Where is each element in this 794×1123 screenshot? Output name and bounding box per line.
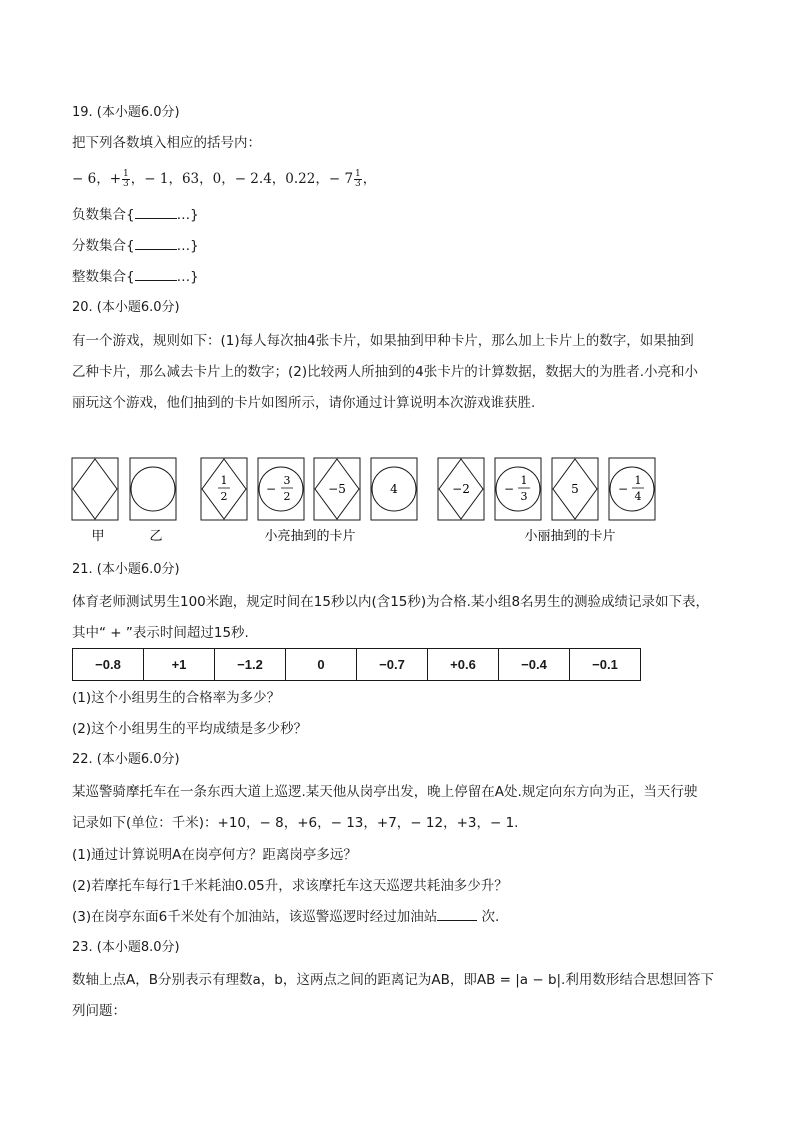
label-jia: 甲 [91,529,105,544]
table-row [73,649,641,681]
q20-heading: 20. (本小题6.0分) [72,300,180,315]
q19-numbers-part1: − 6，+ [72,171,122,187]
q22-sub-1: (1)通过计算说明A在岗亭何方？距离岗亭多远？ [72,847,357,863]
fraction-numerator: 1 [520,474,528,487]
fraction-denominator: 2 [220,490,228,503]
table-cell: −0.1 [570,649,641,681]
table-cell: −1.2 [215,649,286,681]
li-card-3 [552,458,598,520]
table-cell: −0.8 [73,649,144,681]
q19-number-list [72,166,376,192]
q19-numbers-part2: ，− 1，63，0，− 2.4，0.22，− 7 [130,171,354,187]
set-tail: …} [176,207,199,223]
caption-li: 小丽抽到的卡片 [524,529,616,544]
liang-card-4 [371,458,417,520]
table-cell: +0.6 [428,649,499,681]
card-value: −2 [452,482,470,496]
fraction-numerator: 1 [634,474,642,487]
liang-card-1 [201,458,247,520]
set-tail: …} [176,269,199,285]
card-jia [72,458,118,520]
q22-sub-3 [72,907,499,927]
q21-heading: 21. (本小题6.0分) [72,562,180,577]
table-cell: 0 [286,649,357,681]
set-label: 整数集合{ [72,269,135,285]
card-sign: − [503,482,515,496]
q23-text-line-2: 列问题： [72,1003,126,1019]
sub3-tail: 次. [477,909,500,925]
label-yi: 乙 [149,529,163,544]
q23-heading: 23. (本小题8.0分) [72,940,180,955]
q23-text-line-1: 数轴上点A，B分别表示有理数a，b，这两点之间的距离记为AB，即AB = |a − b|.利用数形结合思想回答下 [72,972,714,988]
set-label: 负数集合{ [72,207,135,223]
q19-negative-set [72,205,199,225]
caption-liang: 小亮抽到的卡片 [264,529,356,544]
fraction-denominator: 2 [283,490,291,503]
set-label: 分数集合{ [72,238,135,254]
q19-prompt: 把下列各数填入相应的括号内： [72,135,261,151]
table-cell: +1 [144,649,215,681]
q19-fraction-set [72,236,199,256]
liang-card-2 [258,458,304,520]
card-value: −5 [328,482,346,496]
answer-blank[interactable] [135,268,177,281]
card-yi [130,458,176,520]
q21-sub-1: (1)这个小组男生的合格率为多少？ [72,690,281,706]
fraction-numerator: 1 [220,474,228,487]
sub3-text: (3)在岗亭东面6千米处有个加油站，该巡警巡逻时经过加油站 [72,909,438,925]
q22-sub-2: (2)若摩托车每行1千米耗油0.05升，求该摩托车这天巡逻共耗油多少升？ [72,878,508,894]
card-figure [60,452,700,552]
q22-heading: 22. (本小题6.0分) [72,752,180,767]
q19-fraction-seven-one-third: $\frac{1}{3}$ [355,169,361,189]
table-cell: −0.7 [357,649,428,681]
liang-card-3 [314,458,360,520]
q19-numbers-part3: ， [362,171,377,187]
table-cell: −0.4 [499,649,570,681]
card-value: 4 [390,482,398,496]
set-tail: …} [176,238,199,254]
fraction-numerator: 3 [283,474,291,487]
fraction-denominator: 4 [634,490,642,503]
q19-fraction-one-third: $\frac{1}{3}$ [123,169,129,189]
answer-blank[interactable] [135,237,177,250]
score-table [72,648,641,681]
fraction-denominator: 3 [520,490,528,503]
answer-blank[interactable] [437,908,477,921]
card-value: 5 [571,482,579,496]
q20-text-line-3: 丽玩这个游戏，他们抽到的卡片如图所示，请你通过计算说明本次游戏谁获胜. [72,395,536,411]
card-sign: − [617,482,629,496]
q21-sub-2: (2)这个小组男生的平均成绩是多少秒？ [72,721,308,737]
li-card-4 [609,458,655,520]
q19-heading: 19. (本小题6.0分) [72,105,180,120]
li-card-1 [438,458,484,520]
q21-text-line-1: 体育老师测试男生100米跑，规定时间在15秒以内(含15秒)为合格.某小组8名男生的测验成绩记录如下表， [72,594,710,610]
q19-integer-set [72,267,199,287]
q22-text-line-1: 某巡警骑摩托车在一条东西大道上巡逻.某天他从岗亭出发，晚上停留在A处.规定向东方向为正，当天行驶 [72,784,698,800]
q22-text-line-2: 记录如下(单位：千米)：+10，− 8，+6，− 13，+7，− 12，+3，− 1. [72,815,519,831]
li-card-2 [495,458,541,520]
q20-text-line-2: 乙种卡片，那么减去卡片上的数字；(2)比较两人所抽到的4张卡片的计算数据，数据大的为胜者.小亮和小 [72,364,699,380]
q20-text-line-1: 有一个游戏，规则如下：(1)每人每次抽4张卡片，如果抽到甲种卡片，那么加上卡片上的数字，如果抽到 [72,333,694,349]
card-sign: − [265,482,277,496]
answer-blank[interactable] [135,206,177,219]
q21-text-line-2: 其中“ + ”表示时间超过15秒. [72,625,249,641]
